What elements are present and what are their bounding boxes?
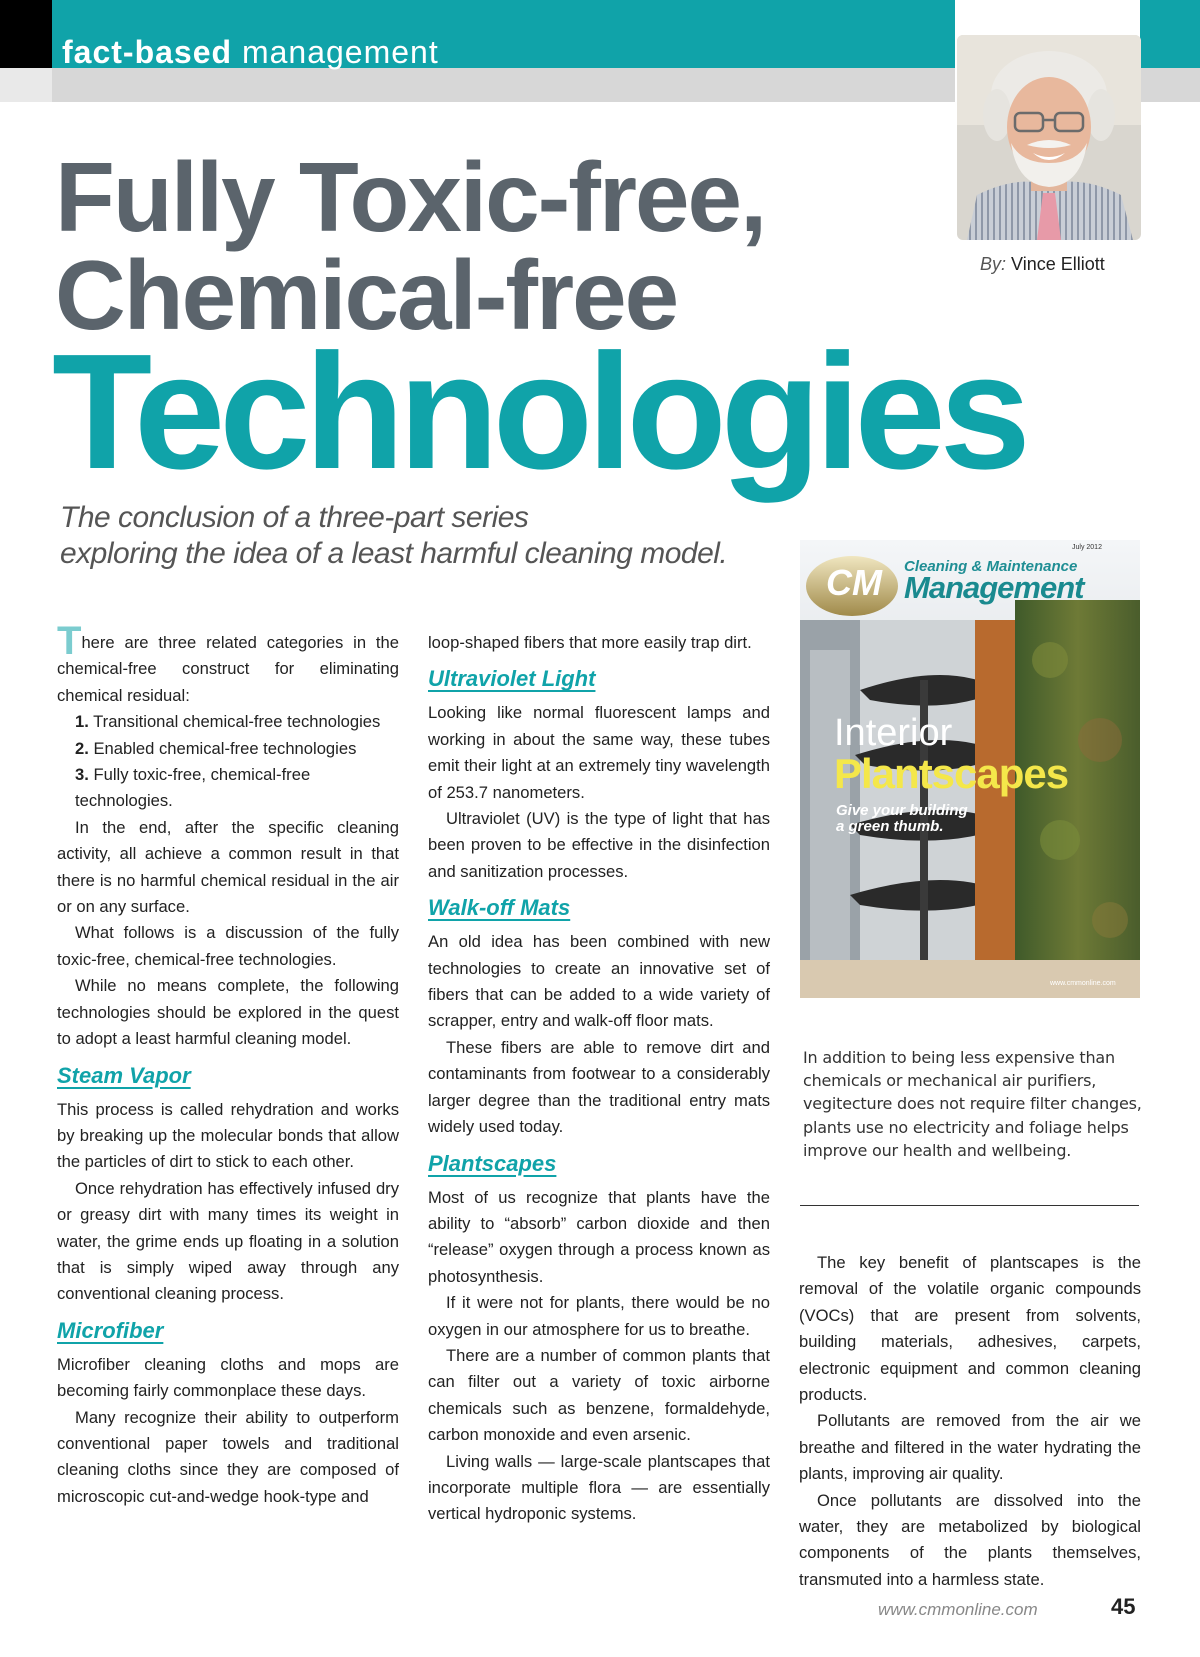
headline-line-2: Chemical-free — [55, 240, 678, 350]
byline — [980, 254, 1105, 275]
list-number: 1. — [75, 712, 89, 732]
body-paragraph: What follows is a discussion of the fully toxic-free, chemical-free technologies. — [57, 923, 399, 969]
cover-brand-top: Cleaning & Maintenance — [904, 558, 1078, 575]
subhead-ultraviolet-light: Ultraviolet Light — [428, 666, 596, 692]
magazine-cover — [800, 540, 1140, 998]
header-gray-strip-left — [0, 68, 52, 102]
subhead-microfiber: Microfiber — [57, 1317, 164, 1343]
intro-text: here are three related categories in the chemical-free construct for eliminating chemical residual: — [57, 633, 399, 705]
list-number: 2. — [75, 738, 89, 758]
intro-paragraph — [57, 619, 399, 709]
list-number: 3. — [75, 765, 89, 785]
headline-line-3: Technologies — [52, 320, 1025, 503]
body-paragraph: Living walls — large-scale plantscapes that incorporate multiple flora — are essentially vertical hydroponic systems. — [428, 1451, 770, 1524]
article-column-1 — [57, 619, 399, 1510]
body-paragraph: While no means complete, the following technologies should be explored in the quest to adopt a least harmful cleaning model. — [57, 976, 399, 1049]
cover-site: www.cmmonline.com — [1050, 980, 1116, 987]
drop-cap: T — [57, 619, 82, 663]
cover-title-light: Interior — [834, 712, 953, 754]
body-paragraph: There are a number of common plants that can filter out a variety of toxic airborne chemicals such as benzene, formaldehyde, carbon monoxide and even arsenic. — [428, 1345, 770, 1445]
body-paragraph: Once rehydration has effectively infused dry or greasy dirt with many times its weight in water, the grime ends up floating in a solution that is simply wiped away through any conventional cleaning process. — [57, 1178, 399, 1304]
caption-rule — [800, 1205, 1139, 1206]
cover-brand-main: Management — [904, 570, 1084, 605]
body-paragraph: These fibers are able to remove dirt and contaminants from footwear to a considerably larger degree than the traditional entry mats widely used today. — [428, 1037, 770, 1137]
list-text: Transitional chemical-free technologies — [93, 712, 381, 732]
body-paragraph: Ultraviolet (UV) is the type of light that has been proven to be effective in the disinfection and sanitization processes. — [428, 809, 770, 881]
footer-url: www.cmmonline.com — [878, 1600, 1038, 1619]
cover-tagline-2: a green thumb. — [836, 818, 944, 835]
subhead-walk-off-mats: Walk-off Mats — [428, 895, 571, 921]
list-item — [75, 709, 399, 735]
section-label-light: management — [241, 34, 439, 70]
body-paragraph: Microfiber cleaning cloths and mops are becoming fairly commonplace these days. — [57, 1354, 399, 1401]
list-text: Enabled chemical-free technologies — [93, 738, 357, 758]
deck — [60, 500, 727, 572]
body-paragraph: Most of us recognize that plants have the ability to “absorb” carbon dioxide and then “release” oxygen through a process known as photosynthesis. — [428, 1187, 770, 1286]
subhead-steam-vapor: Steam Vapor — [57, 1062, 191, 1088]
list-item — [75, 762, 399, 815]
body-paragraph: If it were not for plants, there would be no oxygen in our atmosphere for us to breathe. — [428, 1293, 770, 1339]
author-portrait-illustration — [957, 35, 1141, 240]
list-item — [75, 736, 399, 762]
body-paragraph: This process is called rehydration and works by breaking up the molecular bonds that allow the particles of dirt to stick to each other. — [57, 1099, 399, 1172]
article-column-2 — [428, 630, 770, 1528]
cover-logo: CM — [826, 562, 882, 603]
body-paragraph: Once pollutants are dissolved into the water, they are metabolized by biological components of the plants themselves, transmuted into a harmless state. — [799, 1490, 1141, 1589]
body-paragraph: Pollutants are removed from the air we breathe and filtered in the water hydrating the plants, improving air quality. — [799, 1411, 1141, 1484]
category-list — [57, 709, 399, 815]
body-paragraph: In the end, after the specific cleaning activity, all achieve a common result in that there is no harmful chemical residual in the air or on any surface. — [57, 817, 399, 917]
section-label — [62, 34, 439, 71]
cover-caption: In addition to being less expensive than chemicals or mechanical air purifiers, vegitecture does not require filter changes, plants use no electricity and foliage helps improve our health and wellbeing. — [803, 1048, 1142, 1160]
body-paragraph: The key benefit of plantscapes is the removal of the volatile organic compounds (VOCs) that are present from solvents, building materials, adhesives, carpets, electronic equipment and common cleaning products. — [799, 1253, 1141, 1405]
author-photo — [957, 35, 1141, 240]
deck-line-2: exploring the idea of a least harmful cleaning model. — [60, 537, 728, 570]
body-paragraph: Looking like normal fluorescent lamps and working in about the same way, these tubes emit their light at an extremely tiny wavelength of 253.7 nanometers. — [428, 703, 770, 802]
cover-tagline-1: Give your building — [836, 802, 968, 819]
list-text: Fully toxic-free, chemical-free technologies. — [75, 765, 311, 811]
subhead-plantscapes: Plantscapes — [428, 1150, 557, 1176]
body-paragraph: loop-shaped fibers that more easily trap dirt. — [428, 633, 752, 652]
deck-line-1: The conclusion of a three-part series — [60, 501, 529, 534]
body-paragraph: Many recognize their ability to outperform conventional paper towels and traditional cleaning cloths since they are composed of microscopic cut-and-wedge hook-type and — [57, 1407, 399, 1506]
body-paragraph: An old idea has been combined with new technologies to create an innovative set of fibers that can be added to a wide variety of scrapper, entry and walk-off floor mats. — [428, 932, 770, 1031]
page-number: 45 — [1111, 1594, 1136, 1619]
byline-label: By: — [980, 254, 1007, 274]
section-label-bold: fact-based — [62, 34, 233, 70]
article-column-3 — [799, 1250, 1141, 1593]
header-black-tab — [0, 0, 52, 68]
author-name: Vince Elliott — [1011, 254, 1105, 274]
headline-line-1: Fully Toxic-free, — [55, 142, 766, 252]
cover-issue-date: July 2012 — [1072, 544, 1102, 551]
cover-title-bold: Plantscapes — [834, 750, 1069, 797]
